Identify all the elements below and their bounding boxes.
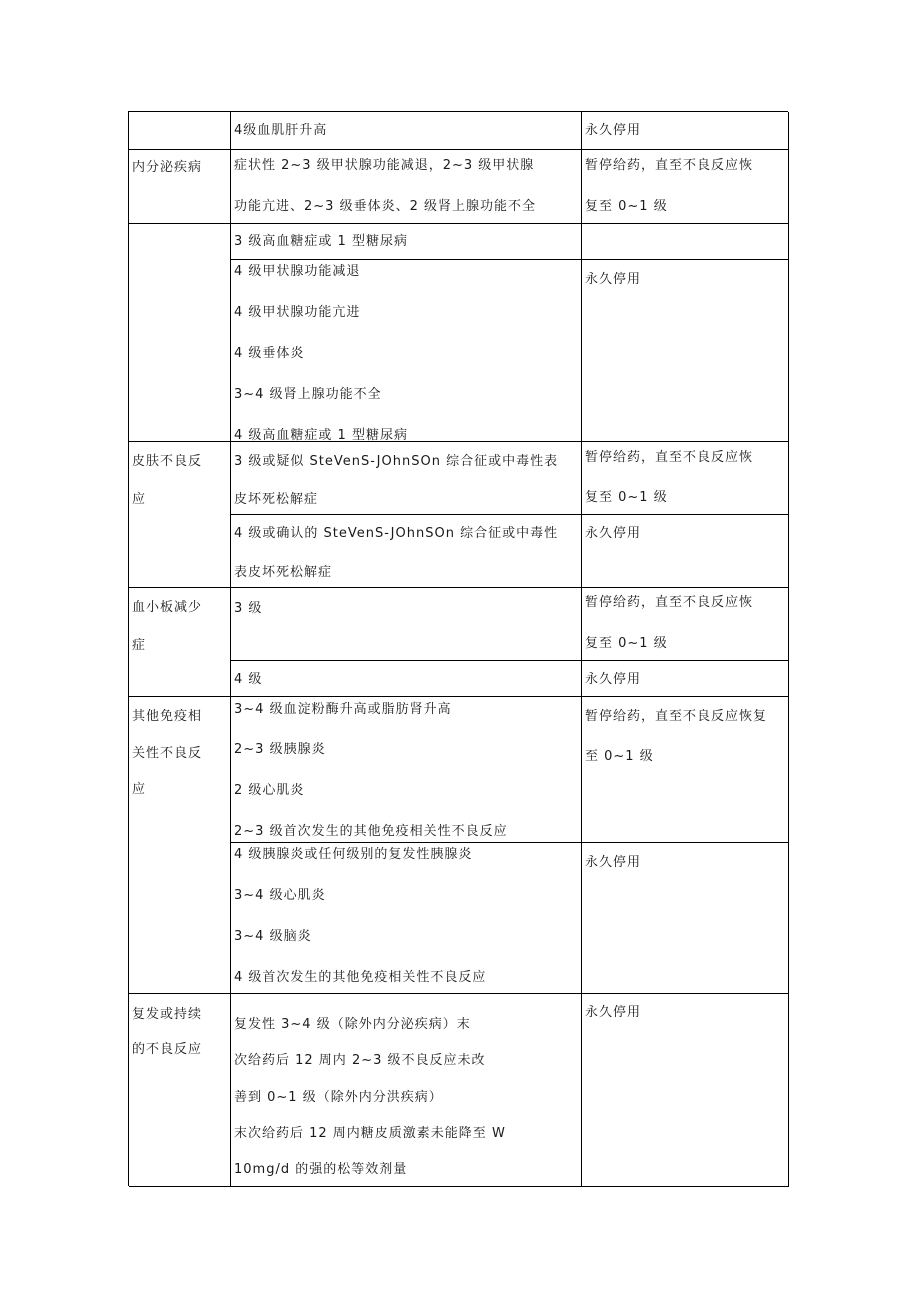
action-line: 暂停给药，直至不良反应恢复 bbox=[585, 709, 768, 724]
category-cell bbox=[129, 994, 231, 1187]
condition-line: 2 级心肌炎 bbox=[234, 783, 305, 798]
condition-line: 4 级甲状腺功能亢进 bbox=[234, 305, 361, 320]
action-line: 复至 0~1 级 bbox=[585, 636, 668, 651]
condition-line: 2~3 级首次发生的其他免疫相关性不良反应 bbox=[234, 824, 508, 839]
category-cell bbox=[129, 112, 231, 150]
condition-cell bbox=[231, 260, 582, 442]
action-line: 复至 0~1 级 bbox=[585, 199, 668, 214]
action-cell bbox=[582, 112, 789, 150]
action-line: 至 0~1 级 bbox=[585, 749, 654, 764]
category-label: 内分泌疾病 bbox=[132, 160, 203, 175]
condition-cell bbox=[231, 224, 582, 260]
condition-cell bbox=[231, 843, 582, 994]
condition-line: 复发性 3~4 级（除外内分泌疾病）末 bbox=[234, 1017, 471, 1032]
category-cell bbox=[129, 588, 231, 697]
action-cell bbox=[582, 661, 789, 697]
action-line: 暂停给药，直至不良反应恢 bbox=[585, 158, 754, 173]
action-line: 永久停用 bbox=[585, 272, 642, 287]
condition-line: 3~4 级心肌炎 bbox=[234, 888, 326, 903]
condition-line: 4 级首次发生的其他免疫相关性不良反应 bbox=[234, 970, 487, 985]
action-line: 永久停用 bbox=[585, 855, 642, 870]
condition-line: 3~4 级血淀粉酶升高或脂肪肾升高 bbox=[234, 702, 452, 717]
condition-line: 4 级 bbox=[234, 672, 263, 687]
condition-line: 2~3 级胰腺炎 bbox=[234, 742, 326, 757]
condition-line: 4级血肌肝升高 bbox=[234, 123, 328, 138]
condition-line: 3 级 bbox=[234, 601, 263, 616]
action-cell bbox=[582, 843, 789, 994]
category-label: 的不良反应 bbox=[132, 1042, 203, 1057]
action-line: 永久停用 bbox=[585, 123, 642, 138]
category-cell bbox=[129, 442, 231, 588]
condition-line: 末次给药后 12 周内糖皮质激素未能降至 W bbox=[234, 1126, 506, 1141]
action-cell bbox=[582, 515, 789, 588]
condition-cell bbox=[231, 661, 582, 697]
action-line: 永久停用 bbox=[585, 672, 642, 687]
action-line: 永久停用 bbox=[585, 526, 642, 541]
category-label: 其他免疫相 bbox=[132, 709, 203, 724]
category-label: 应 bbox=[132, 492, 147, 507]
condition-cell bbox=[231, 515, 582, 588]
condition-cell bbox=[231, 697, 582, 843]
category-label: 血小板减少 bbox=[132, 600, 203, 615]
action-cell bbox=[582, 442, 789, 515]
action-line: 暂停给药，直至不良反应恢 bbox=[585, 595, 754, 610]
action-line: 永久停用 bbox=[585, 1005, 642, 1020]
category-label: 复发或持续 bbox=[132, 1007, 203, 1022]
condition-line: 3~4 级脑炎 bbox=[234, 929, 312, 944]
action-cell bbox=[582, 224, 789, 260]
category-cell bbox=[129, 697, 231, 994]
condition-line: 4 级垂体炎 bbox=[234, 346, 305, 361]
condition-cell bbox=[231, 442, 582, 515]
action-cell bbox=[582, 588, 789, 661]
condition-line: 4 级甲状腺功能减退 bbox=[234, 264, 361, 279]
category-label: 应 bbox=[132, 782, 147, 797]
adverse-reaction-table bbox=[128, 111, 788, 1186]
category-label: 关性不良反 bbox=[132, 746, 203, 761]
action-cell bbox=[582, 260, 789, 442]
condition-line: 4 级或确认的 SteVenS-JOhnSOn 综合征或中毒性 bbox=[234, 526, 559, 541]
condition-line: 3 级高血糖症或 1 型糖尿病 bbox=[234, 234, 408, 249]
condition-line: 皮坏死松解症 bbox=[234, 492, 319, 507]
category-label: 症 bbox=[132, 638, 147, 653]
action-line: 暂停给药，直至不良反应恢 bbox=[585, 450, 754, 465]
category-cell bbox=[129, 150, 231, 224]
category-label: 皮肤不良反 bbox=[132, 454, 203, 469]
condition-cell bbox=[231, 112, 582, 150]
condition-cell bbox=[231, 588, 582, 661]
condition-cell bbox=[231, 994, 582, 1187]
action-cell bbox=[582, 994, 789, 1187]
action-cell bbox=[582, 697, 789, 843]
condition-line: 表皮坏死松解症 bbox=[234, 565, 333, 580]
condition-line: 3~4 级肾上腺功能不全 bbox=[234, 387, 382, 402]
category-cell bbox=[129, 224, 231, 442]
condition-line: 3 级或疑似 SteVenS-JOhnSOn 综合征或中毒性表 bbox=[234, 454, 559, 469]
action-line: 复至 0~1 级 bbox=[585, 490, 668, 505]
condition-line: 功能亢进、2~3 级垂体炎、2 级肾上腺功能不全 bbox=[234, 199, 536, 214]
condition-line: 10mg/d 的强的松等效剂量 bbox=[234, 1162, 408, 1177]
condition-line: 症状性 2~3 级甲状腺功能减退，2~3 级甲状腺 bbox=[234, 158, 535, 173]
action-cell bbox=[582, 150, 789, 224]
condition-line: 4 级高血糖症或 1 型糖尿病 bbox=[234, 428, 408, 442]
condition-cell bbox=[231, 150, 582, 224]
condition-line: 次给药后 12 周内 2~3 级不良反应未改 bbox=[234, 1053, 486, 1068]
condition-line: 4 级胰腺炎或任何级别的复发性胰腺炎 bbox=[234, 847, 473, 862]
condition-line: 善到 0~1 级（除外内分洪疾病） bbox=[234, 1090, 443, 1105]
